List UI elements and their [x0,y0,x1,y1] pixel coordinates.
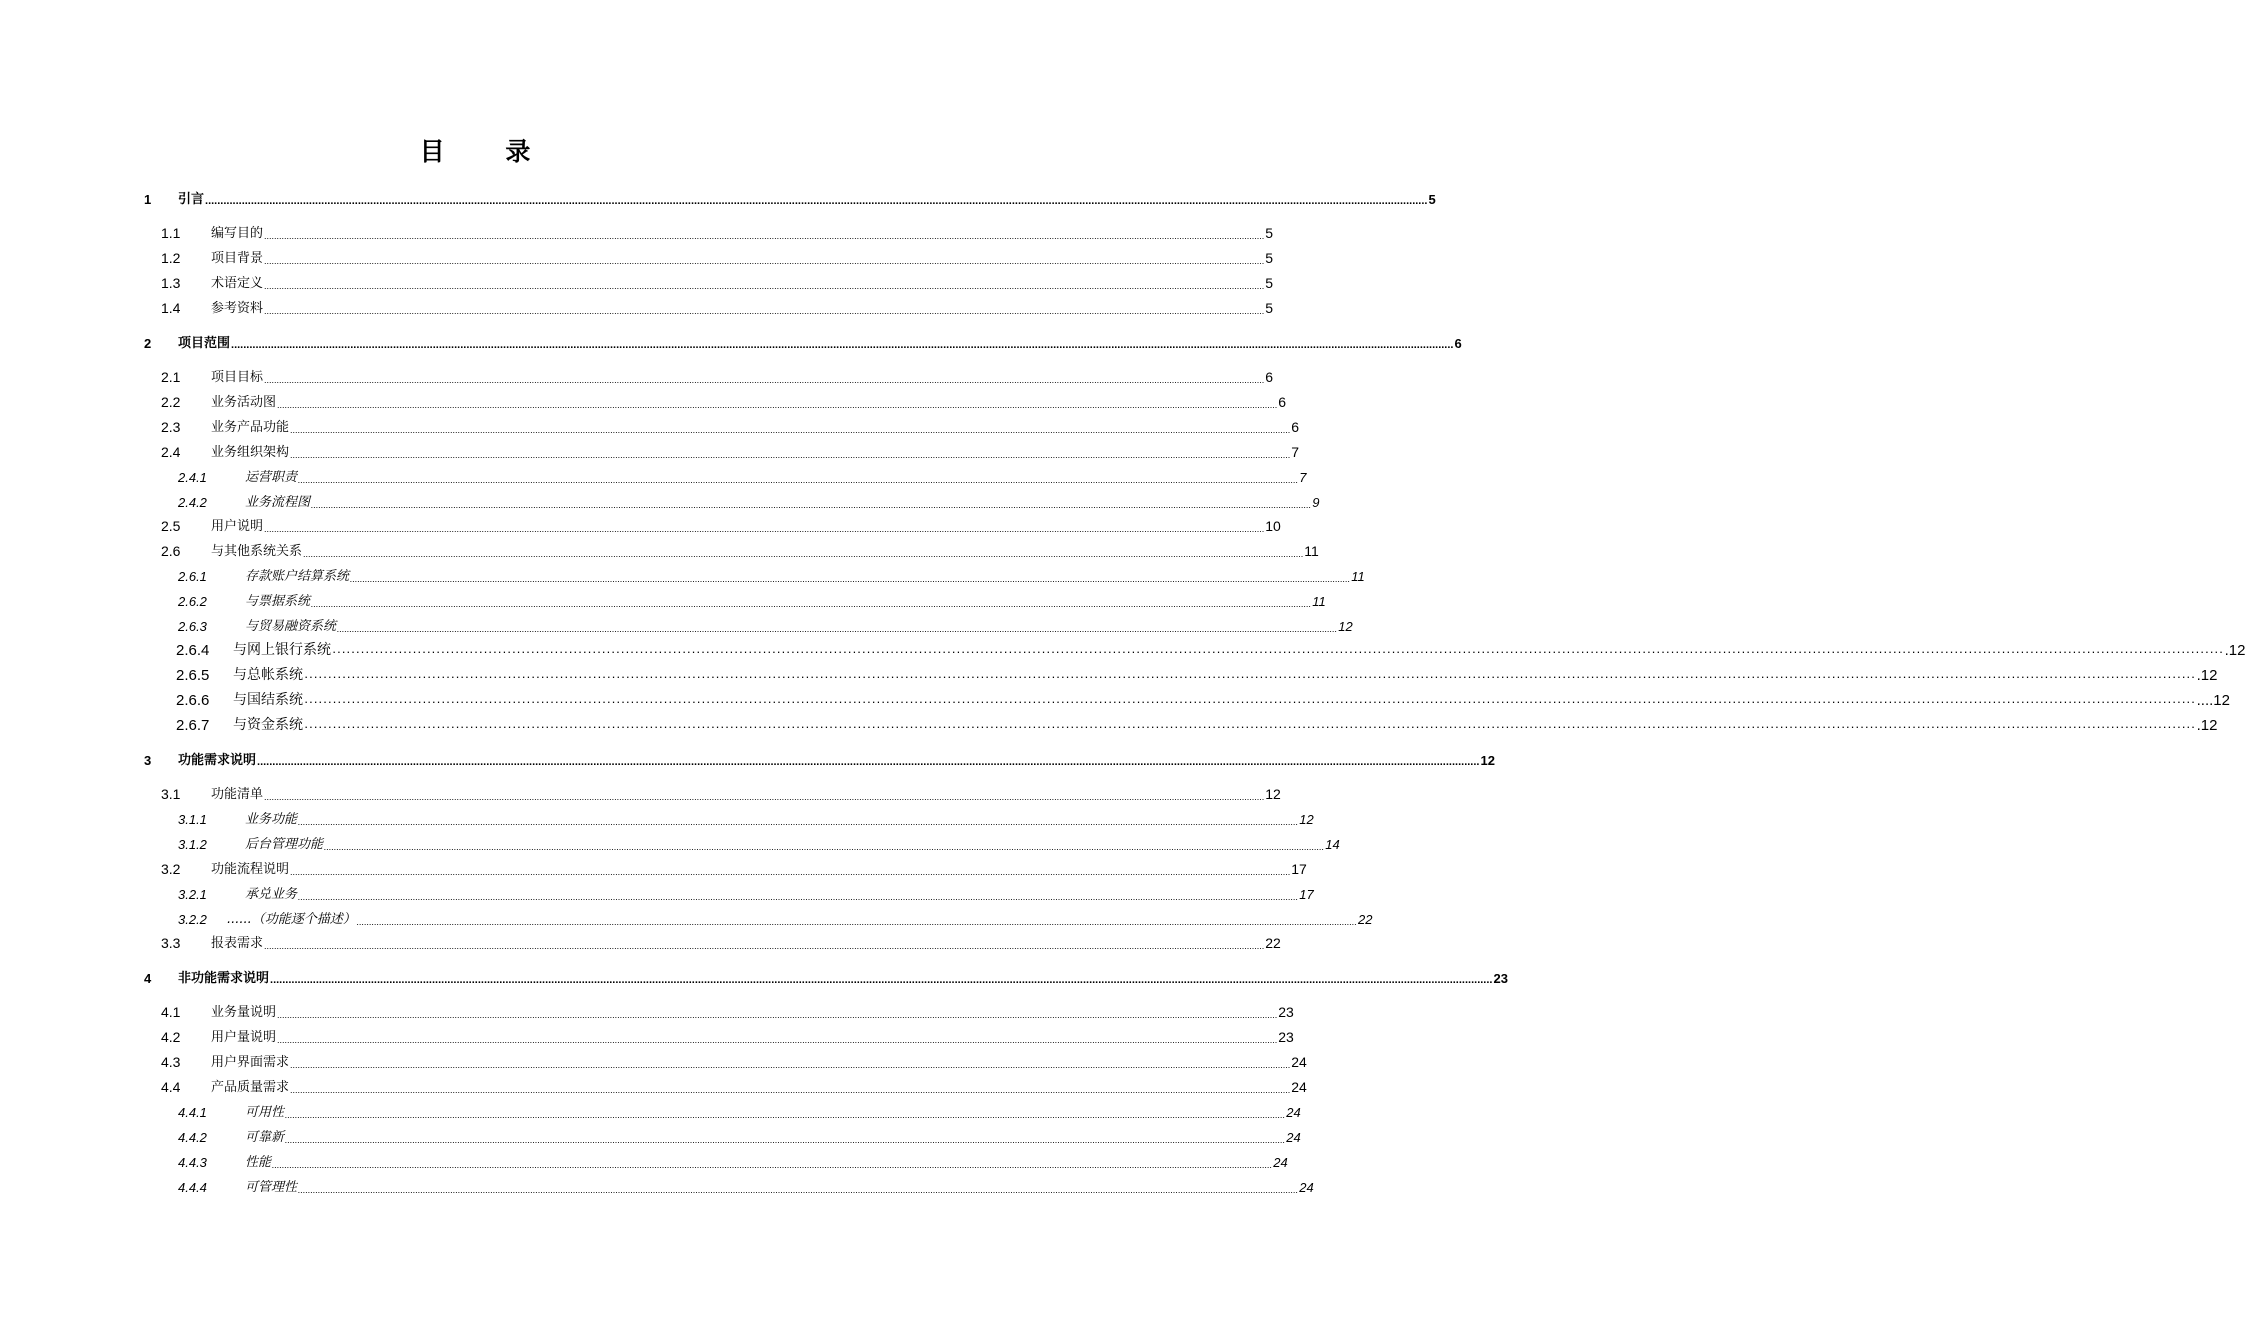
toc-leader-dots: ................................................................................................................................................................................................................................................................................................................................................................................................................ [231,339,1454,351]
toc-entry-number: 4.1 [161,1004,181,1020]
toc-leader-dots: ................................................................................................................................................................................................................................................................................................................................................................................................................ [270,974,1493,986]
toc-entry-number: 3.2.1 [178,887,207,902]
toc-entry-label: 业务活动图 [211,395,277,410]
toc-entry-page: 23 [1278,1029,1294,1045]
toc-entry-label: 功能需求说明 [178,752,257,767]
toc-entry-label: 与其他系统关系 [211,544,303,559]
toc-leader-dots: ................................................................................................................................................................................................................................................................................................................................................................................................................ [205,195,1428,207]
toc-entry-page: 12 [1299,812,1314,827]
toc-entry-number: 2.4.2 [178,495,207,510]
toc-entry-number: 2.2 [161,394,181,410]
toc-leader-dots: ................................................................................................................................................................................................................................................................................................................................................................................................................ [285,1135,1286,1145]
toc-entry[interactable] [178,830,1340,852]
toc-leader-dots: ................................................................................................................................................................................................................................................................................................................................................................................................................ [298,1185,1299,1195]
toc-entry[interactable] [176,712,2218,734]
toc-entry-label: 产品质量需求 [211,1080,290,1095]
toc-entry[interactable] [144,746,1495,768]
toc-leader-dots: ................................................................................................................................................................................................................................................................................................................................................................................................................ [298,817,1299,827]
toc-entry-label: 参考资料 [211,301,264,316]
toc-entry-number: 1.3 [161,275,181,291]
toc-entry-page: 24 [1299,1180,1314,1195]
toc-entry-number: 3.2.2 [178,912,207,927]
toc-entry-number: 3.3 [161,935,181,951]
toc-entry-page: 5 [1265,250,1274,266]
toc-entry-number: 4.3 [161,1054,181,1070]
toc-entry-page: 11 [1312,594,1326,609]
toc-entry-label: 功能流程说明 [211,862,290,877]
toc-entry-page: 5 [1265,300,1274,316]
toc-entry-page: 10 [1265,518,1281,534]
toc-entry[interactable] [161,929,1281,951]
toc-entry[interactable] [161,363,1274,385]
toc-entry[interactable] [161,438,1300,460]
toc-leader-dots: ................................................................................................................................................................................................................................................................................................................................................................................................................ [290,425,1291,435]
toc-entry-label: 引言 [178,191,205,206]
toc-leader-dots: ................................................................................................................................................................................................................................................................................................................................................................................................................ [298,475,1299,485]
toc-entry[interactable] [178,1173,1314,1195]
toc-entry-number: 2.6.2 [178,594,207,609]
toc-entry-number: 2.6.6 [176,692,210,709]
toc-entry-label: 运营职责 [245,470,298,485]
toc-entry-number: 2.6 [161,543,181,559]
toc-entry-page: 17 [1291,861,1307,877]
toc-entry[interactable] [144,185,1436,207]
toc-title: 目 录 [419,137,557,166]
toc-entry[interactable] [161,413,1300,435]
toc-entry-number: 3.1.2 [178,837,207,852]
toc-entry-label: 可管理性 [245,1180,298,1195]
toc-entry-number: 2.1 [161,369,181,385]
toc-entry-number: 2.4 [161,444,181,460]
toc-entry[interactable] [161,219,1274,241]
toc-entry[interactable] [161,998,1294,1020]
toc-entry-number: 2.6.7 [176,717,210,734]
toc-leader-dots: ................................................................................................................................................................................................................................................................................................................................................................................................................ [257,756,1480,768]
toc-entry[interactable] [161,1073,1307,1095]
toc-leader-dots: ................................................................................................................................................................................................................................................................................................................................................................................................................ [264,524,1265,534]
toc-entry-page: 11 [1304,543,1319,559]
toc-entry-number: 4.4.3 [178,1155,207,1170]
toc-entry-label: 项目范围 [178,335,231,350]
toc-entry-number: 2.5 [161,518,181,534]
toc-entry[interactable] [176,637,2246,659]
toc-entry[interactable] [161,294,1274,316]
toc-entry-label: 存款账户结算系统 [245,569,350,584]
toc-entry-label: 用户说明 [211,519,264,534]
toc-entry[interactable] [178,612,1353,634]
toc-leader-dots: ................................................................................................................................................................................................................................................................................................................................................................................................................ [311,500,1312,510]
toc-entry-label: 业务产品功能 [211,420,290,435]
toc-entry-page: .12 [2196,717,2218,734]
toc-entry-number: 3.1.1 [178,812,207,827]
toc-entry-label: 可靠新 [245,1130,285,1145]
toc-entry-label: 承兑业务 [245,887,298,902]
toc-entry-page: 7 [1291,444,1300,460]
toc-entry-label: 项目目标 [211,370,264,385]
toc-entry-label: ......（功能逐个描述） [227,912,356,927]
toc-entry-page: 14 [1325,837,1340,852]
toc-entry-page: 11 [1351,569,1365,584]
toc-leader-dots: ................................................................................................................................................................................................................................................................................................................................................................................................................ [264,256,1265,266]
toc-entry-page: 24 [1286,1105,1301,1120]
toc-entry[interactable] [178,463,1307,485]
toc-entry-number: 4.4.1 [178,1105,207,1120]
toc-entry-number: 4.4 [161,1079,181,1095]
toc-entry-number: 4.4.2 [178,1130,207,1145]
toc-entry-label: 术语定义 [211,276,264,291]
toc-leader-dots: ................................................................................................................................................................................................................................................................................................................................................................................................................ [303,549,1304,559]
toc-entry-number: 1.2 [161,250,181,266]
toc-entry-label: 业务功能 [245,812,298,827]
toc-leader-dots: ................................................................................................................................................................................................................................................................................................................................................................................................................ [277,1010,1278,1020]
toc-entry-number: 2.6.3 [178,619,207,634]
toc-entry[interactable] [161,512,1281,534]
toc-leader-dots: ................................................................................................................................................................................................................................................................................................................................................................................................................ [272,1160,1273,1170]
toc-entry-number: 3 [144,753,152,768]
toc-entry[interactable] [178,1123,1301,1145]
toc-leader-dots: ................................................................................................................................................................................................................................................................................................................................................................................................................ [298,892,1299,902]
toc-entry-page: 23 [1278,1004,1294,1020]
toc-entry-label: 项目背景 [211,251,264,266]
toc-entry-page: .12 [2224,642,2246,659]
toc-entry-page: 24 [1286,1130,1301,1145]
toc-entry[interactable] [161,1048,1307,1070]
toc-entry-label: 与总帐系统 [233,667,303,683]
toc-entry-label: 报表需求 [211,936,264,951]
toc-entry[interactable] [144,964,1508,986]
toc-entry-label: 与票据系统 [245,594,311,609]
toc-entry-number: 3.1 [161,786,181,802]
toc-leader-dots: ................................................................................................................................................................................................................................................................................................................................................................................................................ [350,574,1351,584]
toc-leader-dots: ................................................................................................................................................................................................................................................................................................................................................................................................................ [290,1060,1291,1070]
toc-entry[interactable] [161,269,1274,291]
toc-entry-label: 功能清单 [211,787,264,802]
toc-leader-dots: ................................................................................................................................................................................................................................................................................................................................................................................................................ [277,1035,1278,1045]
toc-entry-page: 12 [1265,786,1281,802]
toc-leader-dots: ................................................................................................................................................................................................................................................................................................................................................................................................................ [264,281,1265,291]
toc-entry[interactable] [178,805,1314,827]
toc-entry[interactable] [161,1023,1294,1045]
toc-entry-number: 2.6.4 [176,642,210,659]
toc-entry-label: 非功能需求说明 [178,970,270,985]
toc-leader-dots: ................................................................................................................................................................................................................................................................................................................................................................................................................ [290,450,1291,460]
toc-entry-page: 22 [1265,935,1281,951]
toc-entry-page: 24 [1291,1054,1307,1070]
toc-entry-label: 与资金系统 [233,717,303,733]
toc-entry-page: 23 [1493,971,1508,986]
toc-entry-page: 24 [1291,1079,1307,1095]
toc-entry-label: 用户量说明 [211,1030,277,1045]
toc-entry-page: ....12 [2196,692,2230,709]
toc-entry[interactable] [176,662,2218,684]
toc-entry-label: 编写目的 [211,226,264,241]
toc-entry-page: 12 [1338,619,1353,634]
toc-entry-number: 4.4.4 [178,1180,207,1195]
toc-leader-dots: ................................................................................................................................................................................................................................................................................................................................................................................................................ [264,375,1265,385]
toc-entry[interactable] [161,855,1307,877]
toc-leader-dots: ................................................................................................................................................................................................................................................................................................................................................................................................................ [285,1110,1286,1120]
toc-leader-dots: ................................................................................................................................................................................................................................................................................................................................................................................................................ [290,1085,1291,1095]
toc-entry[interactable] [178,562,1365,584]
toc-leader-dots: ................................................................................................................................................................................................................................................................................................................................................................................................................ [277,400,1278,410]
toc-leader-dots: ················································································································································································································································································································································································································ [304,669,2196,684]
toc-leader-dots: ................................................................................................................................................................................................................................................................................................................................................................................................................ [264,792,1265,802]
toc-entry-number: 1 [144,192,152,207]
toc-entry-label: 与贸易融资系统 [245,619,337,634]
toc-entry-number: 3.2 [161,861,181,877]
toc-entry-number: 2.4.1 [178,470,207,485]
toc-entry[interactable] [178,1098,1301,1120]
toc-entry-page: 6 [1278,394,1287,410]
toc-entry[interactable] [178,1148,1288,1170]
toc-leader-dots: ................................................................................................................................................................................................................................................................................................................................................................................................................ [324,842,1325,852]
toc-entry-page: 5 [1265,225,1274,241]
toc-entry[interactable] [178,488,1320,510]
toc-entry-number: 2.3 [161,419,181,435]
toc-entry-number: 2.6.1 [178,569,207,584]
toc-entry-label: 业务量说明 [211,1005,277,1020]
toc-entry-label: 与国结系统 [233,692,303,708]
toc-entry[interactable] [178,880,1314,902]
toc-entry-label: 与网上银行系统 [233,642,331,658]
toc-entry-label: 业务组织架构 [211,445,290,460]
toc-entry-page: 17 [1299,887,1314,902]
toc-entry-page: 9 [1312,495,1320,510]
toc-entry-page: 24 [1273,1155,1288,1170]
toc-entry[interactable] [176,687,2230,709]
toc-entry-page: 6 [1291,419,1300,435]
toc-entry-page: 5 [1428,192,1436,207]
toc-entry-number: 1.1 [161,225,181,241]
toc-leader-dots: ................................................................................................................................................................................................................................................................................................................................................................................................................ [264,306,1265,316]
toc-entry-label: 业务流程图 [245,495,311,510]
toc-entry-page: 7 [1299,470,1307,485]
toc-entry[interactable] [161,780,1281,802]
toc-entry[interactable] [178,587,1326,609]
toc-entry-page: 6 [1265,369,1274,385]
toc-leader-dots: ................................................................................................................................................................................................................................................................................................................................................................................................................ [264,941,1265,951]
toc-entry[interactable] [144,329,1462,351]
toc-entry-page: .12 [2196,667,2218,684]
toc-leader-dots: ................................................................................................................................................................................................................................................................................................................................................................................................................ [264,231,1265,241]
toc-leader-dots: ................................................................................................................................................................................................................................................................................................................................................................................................................ [290,867,1291,877]
toc-entry-label: 用户界面需求 [211,1055,290,1070]
toc-entry-number: 2 [144,336,152,351]
toc-entry-label: 可用性 [245,1105,285,1120]
toc-leader-dots: ················································································································································································································································································································································································································ [304,694,2196,709]
toc-entry-number: 1.4 [161,300,181,316]
toc-leader-dots: ................................................................................................................................................................................................................................................................................................................................................................................................................ [356,917,1357,927]
toc-leader-dots: ................................................................................................................................................................................................................................................................................................................................................................................................................ [337,624,1338,634]
toc-entry[interactable] [161,244,1274,266]
toc-entry-page: 12 [1480,753,1495,768]
toc-entry-label: 后台管理功能 [245,837,324,852]
toc-entry-page: 6 [1454,336,1462,351]
toc-entry[interactable] [161,537,1319,559]
toc-entry[interactable] [178,905,1373,927]
toc-entry[interactable] [161,388,1287,410]
toc-entry-number: 4 [144,971,152,986]
toc-entry-page: 5 [1265,275,1274,291]
toc-leader-dots: ················································································································································································································································································································································································································ [304,719,2196,734]
toc-entry-page: 22 [1358,912,1373,927]
toc-entry-label: 性能 [245,1155,272,1170]
toc-entry-number: 2.6.5 [176,667,210,684]
toc-leader-dots: ················································································································································································································································································································································································································ [332,644,2224,659]
toc-entry-number: 4.2 [161,1029,181,1045]
toc-leader-dots: ................................................................................................................................................................................................................................................................................................................................................................................................................ [311,599,1312,609]
